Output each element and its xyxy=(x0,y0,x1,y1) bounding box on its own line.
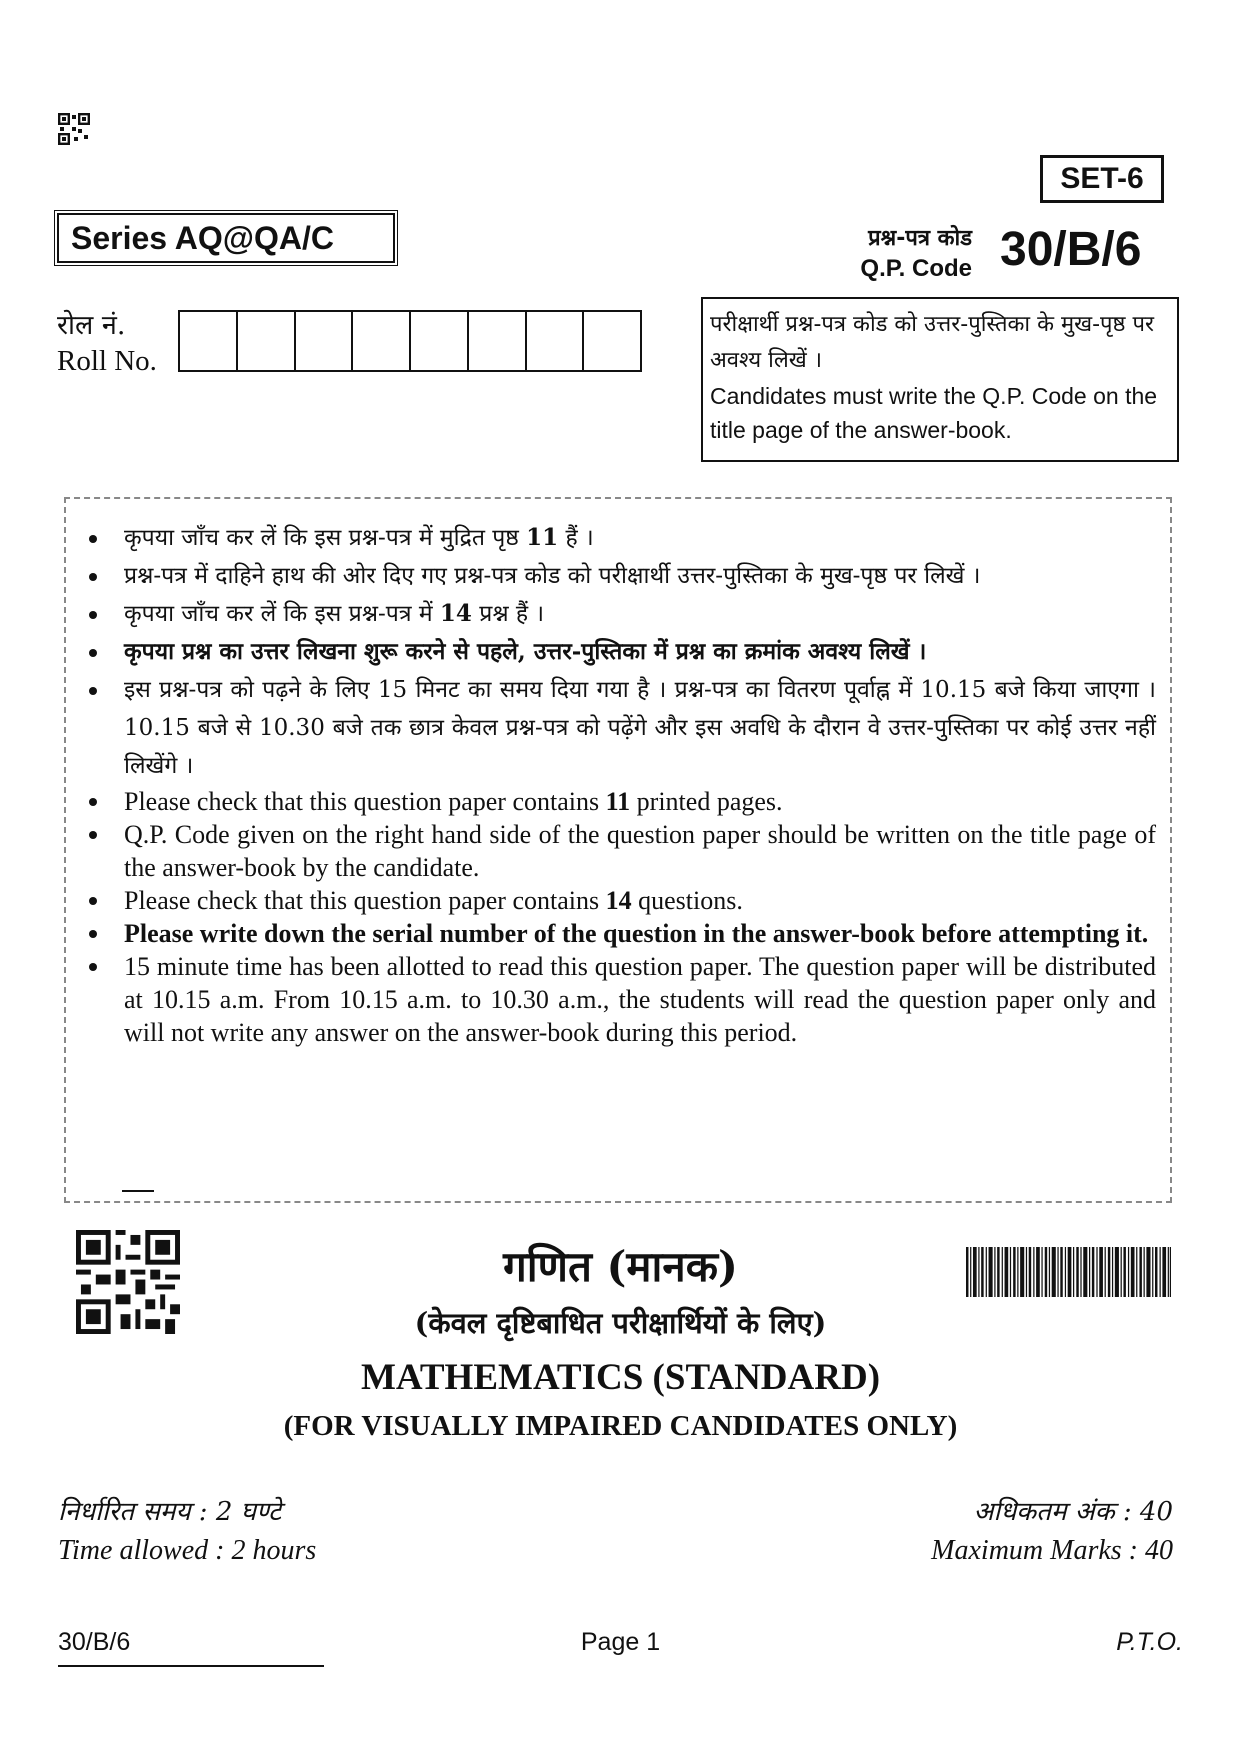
qp-code-notice xyxy=(701,297,1179,462)
max-marks: Maximum Marks : 40 xyxy=(931,1535,1173,1566)
qp-code-value: 30/B/6 xyxy=(1000,223,1142,276)
instructions-english xyxy=(84,785,1156,1049)
instruction-item: Please check that this question paper contains 11 printed pages. xyxy=(84,785,1156,818)
subject-title-hindi: गणित (मानक) xyxy=(503,1242,738,1291)
roll-cell[interactable] xyxy=(296,312,354,370)
pto-label: P.T.O. xyxy=(1116,1628,1183,1656)
max-marks-hindi: अधिकतम अंक : 40 xyxy=(973,1497,1173,1527)
time-allowed-hindi: निर्धारित समय : 2 घण्टे xyxy=(58,1497,282,1527)
page-number: Page 1 xyxy=(580,1628,661,1656)
divider xyxy=(122,1190,154,1192)
qp-code-label-hindi: प्रश्न-पत्र कोड xyxy=(868,226,972,251)
roll-label-hindi: रोल नं. xyxy=(57,310,126,341)
roll-cell[interactable] xyxy=(353,312,411,370)
roll-cell[interactable] xyxy=(527,312,585,370)
series-label: Series AQ@QA/C xyxy=(57,213,395,263)
set-label: SET-6 xyxy=(1040,155,1164,203)
instructions-box xyxy=(64,497,1172,1203)
roll-cell[interactable] xyxy=(180,312,238,370)
notice-hindi: परीक्षार्थी प्रश्न-पत्र कोड को उत्तर-पुस्तिका के मुख-पृष्ठ पर अवश्य लिखें । xyxy=(710,312,1154,373)
small-qr-code-icon xyxy=(58,113,90,145)
subject-subtitle-hindi: (केवल दृष्टिबाधित परीक्षार्थियों के लिए) xyxy=(414,1306,827,1340)
footer-code: 30/B/6 xyxy=(58,1628,131,1656)
roll-cell[interactable] xyxy=(411,312,469,370)
instruction-item: 15 minute time has been allotted to read this question paper. The question paper will be distributed at 10.15 a.m. From 10.15 a.m. to 10.30 a.m., the students will read the question paper only and will not write any answer on the answer-book during this period. xyxy=(84,950,1156,1049)
instruction-item: कृपया जाँच कर लें कि इस प्रश्न-पत्र में मुद्रित पृष्ठ 11 हैं । xyxy=(84,519,1156,557)
subject-title: MATHEMATICS (STANDARD) xyxy=(360,1357,881,1398)
roll-number-grid[interactable] xyxy=(178,310,642,372)
instruction-item: Please write down the serial number of the question in the answer-book before attempting it. xyxy=(84,917,1156,950)
roll-cell[interactable] xyxy=(238,312,296,370)
instruction-item: प्रश्न-पत्र में दाहिने हाथ की ओर दिए गए प्रश्न-पत्र कोड को परीक्षार्थी उत्तर-पुस्तिका के मुख-पृष्ठ पर लिखें । xyxy=(84,557,1156,595)
roll-cell[interactable] xyxy=(584,312,640,370)
roll-label: Roll No. xyxy=(57,345,157,377)
instruction-item: कृपया प्रश्न का उत्तर लिखना शुरू करने से पहले, उत्तर-पुस्तिका में प्रश्न का क्रमांक अवश्य लिखें । xyxy=(84,633,1156,671)
instruction-item: इस प्रश्न-पत्र को पढ़ने के लिए 15 मिनट का समय दिया गया है । प्रश्न-पत्र का वितरण पूर्वाह्न में 10.15 बजे किया जाएगा । 10.15 बजे से 10.30 बजे तक छात्र केवल प्रश्न-पत्र को पढ़ेंगे और इस अवधि के दौरान वे उत्तर-पुस्तिका पर कोई उत्तर नहीं लिखेंगे । xyxy=(84,671,1156,785)
instruction-item: Please check that this question paper contains 14 questions. xyxy=(84,884,1156,917)
instruction-item: कृपया जाँच कर लें कि इस प्रश्न-पत्र में 14 प्रश्न हैं । xyxy=(84,595,1156,633)
subject-subtitle: (FOR VISUALLY IMPAIRED CANDIDATES ONLY) xyxy=(283,1410,958,1442)
instruction-item: Q.P. Code given on the right hand side of the question paper should be written on the title page of the answer-book by the candidate. xyxy=(84,818,1156,884)
qp-code-label: Q.P. Code xyxy=(860,255,972,282)
notice-english: Candidates must write the Q.P. Code on the title page of the answer-book. xyxy=(710,383,1158,443)
footer-rule xyxy=(58,1665,324,1667)
time-allowed: Time allowed : 2 hours xyxy=(58,1535,317,1566)
instructions-hindi xyxy=(84,519,1156,785)
roll-cell[interactable] xyxy=(469,312,527,370)
